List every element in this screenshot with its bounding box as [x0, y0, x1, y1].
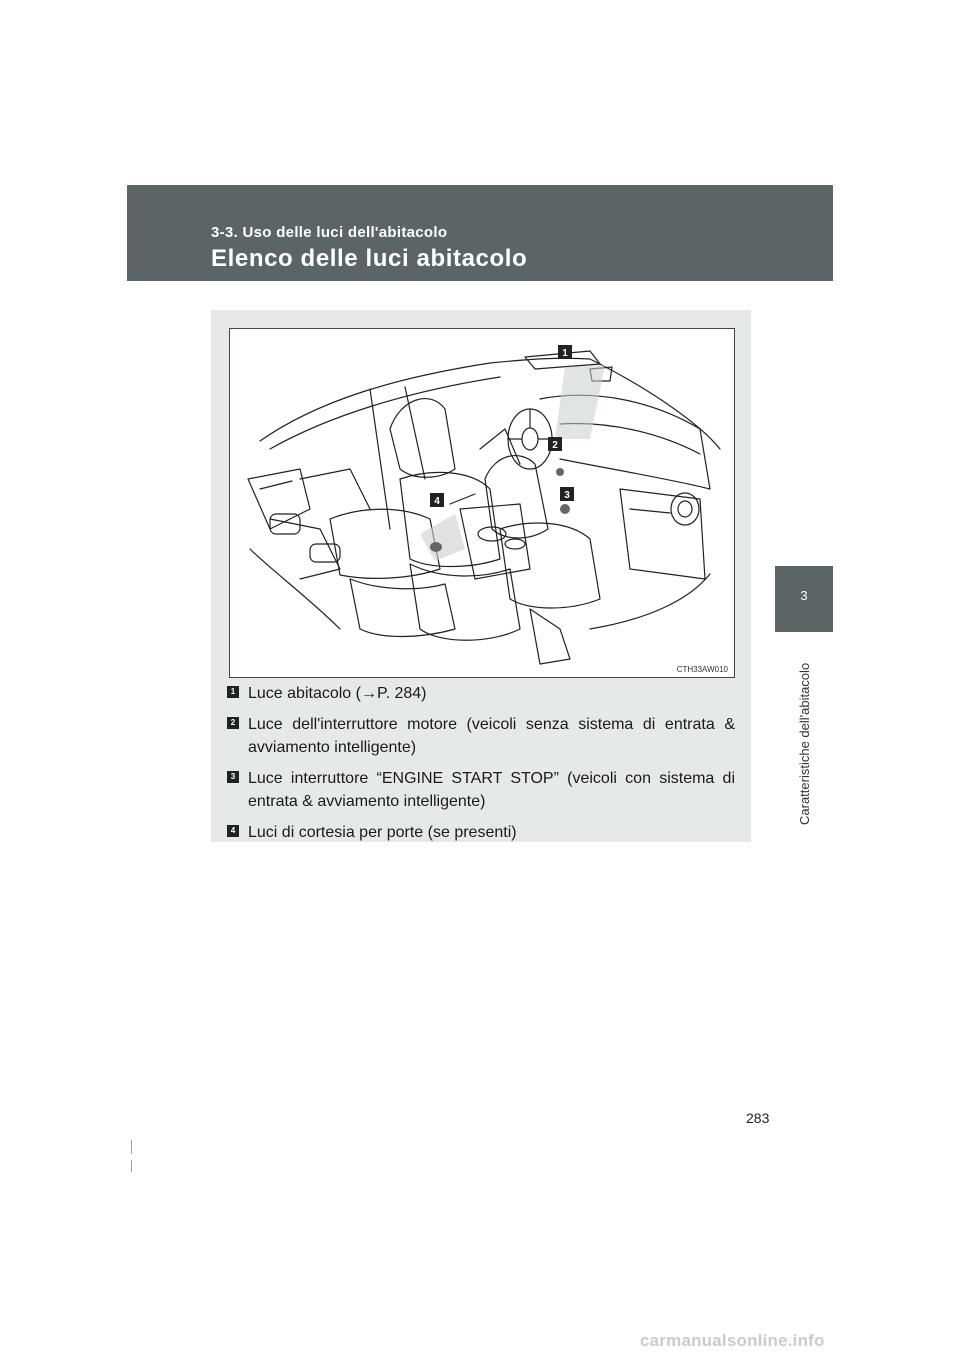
svg-text:3: 3 — [564, 490, 570, 501]
svg-text:1: 1 — [562, 348, 568, 359]
callout-2 — [548, 437, 562, 451]
page-number: 283 — [746, 1110, 770, 1126]
page-title: Elenco delle luci abitacolo — [211, 245, 528, 272]
chapter-number: 3 — [800, 588, 808, 603]
light-list — [227, 682, 735, 852]
item-number-badge: 4 — [227, 825, 239, 837]
item-number-badge: 3 — [227, 771, 239, 783]
item-number-badge: 1 — [227, 686, 239, 698]
svg-text:2: 2 — [552, 440, 558, 451]
list-item — [227, 821, 735, 844]
callout-1 — [558, 345, 572, 359]
chapter-tab — [775, 566, 833, 632]
car-interior-illustration — [230, 329, 734, 677]
list-item — [227, 682, 735, 705]
item-text: Luci di cortesia per porte (se presenti) — [248, 824, 517, 841]
svg-text:4: 4 — [434, 496, 440, 507]
section-subtitle: 3-3. Uso delle luci dell'abitacolo — [211, 224, 448, 241]
callout-3 — [560, 487, 574, 501]
item-text: Luce abitacolo (→P. 284) — [248, 685, 427, 702]
section-header — [127, 185, 833, 281]
item-text: Luce dell'interruttore motore (veicoli senza sistema di entrata & avviamento intelligente) — [248, 716, 735, 756]
list-item — [227, 713, 735, 759]
chapter-label: Caratteristiche dell'abitacolo — [797, 662, 812, 825]
crop-mark — [131, 1160, 132, 1172]
callout-4 — [430, 493, 444, 507]
content-box — [211, 310, 751, 842]
crop-mark — [131, 1140, 132, 1154]
figure-code: CTH33AW010 — [676, 665, 728, 674]
item-text: Luce interruttore “ENGINE START STOP” (veicoli con sistema di entrata & avviamento intelligente) — [248, 770, 735, 810]
list-item — [227, 767, 735, 813]
watermark: carmanualsonline.info — [640, 1331, 825, 1350]
car-interior-figure — [229, 328, 735, 678]
item-number-badge: 2 — [227, 717, 239, 729]
